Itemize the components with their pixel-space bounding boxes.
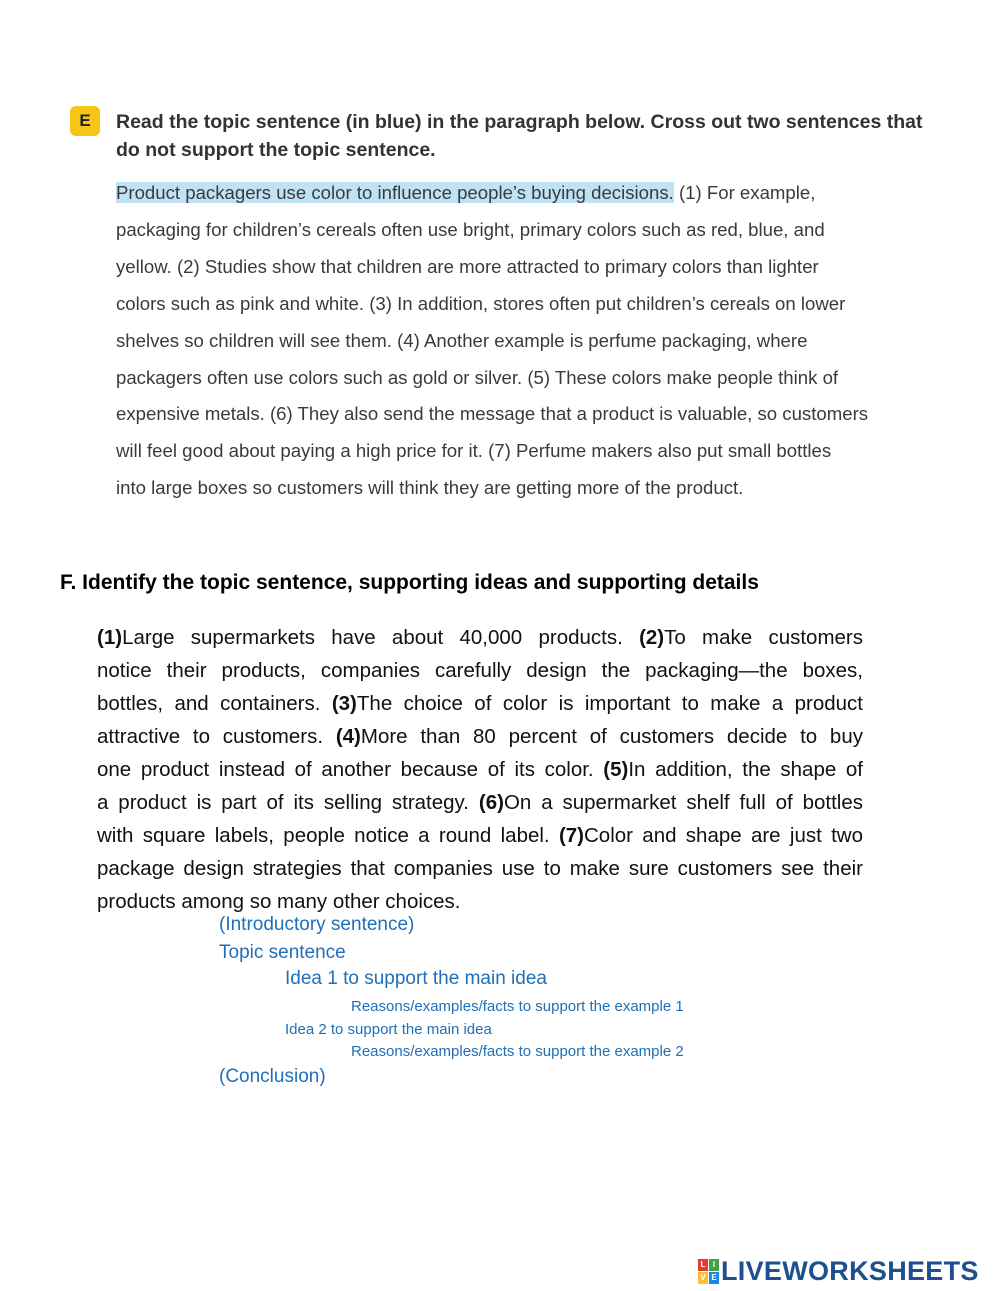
paragraph-f-line-2	[97, 654, 863, 687]
paragraph-f-line-6	[97, 786, 863, 819]
paragraph-e-line-7: expensive metals. (6) They also send the message that a product is valuable, so customers	[116, 403, 869, 424]
sentence-number: (1)	[97, 626, 123, 649]
paragraph-f-text: On a supermarket shelf full of bottles	[503, 791, 864, 814]
sentence-number: (5)	[603, 758, 629, 781]
paragraph-e-line-3: yellow. (2) Studies show that children are more attracted to primary colors than lighter	[116, 256, 819, 277]
paragraph-f-text: with square labels, people notice a round label.	[97, 824, 559, 847]
paragraph-f-text: products among so many other choices.	[97, 890, 461, 913]
sentence-number: (4)	[335, 725, 361, 748]
topic-sentence-highlight: Product packagers use color to influence people’s buying decisions.	[116, 182, 674, 203]
paragraph-f-line-7	[97, 819, 863, 852]
paragraph-f-text: In addition, the shape of	[628, 758, 863, 781]
sentence-number: (2)	[639, 626, 665, 649]
paragraph-f-text: Color and shape are just two	[584, 824, 863, 847]
section-e-badge: E	[70, 106, 100, 136]
paragraph-f-text: To make customers	[664, 626, 863, 649]
logo-mark-cell: V	[698, 1272, 708, 1284]
liveworksheets-logo	[698, 1256, 979, 1286]
paragraph-f-line-4	[97, 720, 863, 753]
section-f-heading: F. Identify the topic sentence, supporting ideas and supporting details	[60, 571, 759, 594]
liveworksheets-logo-mark-icon	[698, 1259, 718, 1283]
logo-mark-cell: I	[709, 1259, 719, 1271]
section-e-instruction: Read the topic sentence (in blue) in the paragraph below. Cross out two sentences that do not support the topic sentence.	[116, 111, 923, 161]
logo-mark-cell: E	[709, 1272, 719, 1284]
sentence-number: (6)	[478, 791, 504, 814]
paragraph-f-text: package design strategies that companies use to make sure customers see their	[97, 857, 863, 880]
paragraph-f-text: bottles, and containers.	[97, 692, 332, 715]
sentence-number: (7)	[558, 824, 584, 847]
paragraph-f-text: More than 80 percent of customers decide to buy	[360, 725, 863, 748]
paragraph-e-line-8: will feel good about paying a high price for it. (7) Perfume makers also put small bottles	[116, 440, 832, 461]
paragraph-e-line-6: packagers often use colors such as gold or silver. (5) These colors make people think of	[116, 367, 839, 388]
paragraph-f-line-9	[97, 885, 863, 918]
outline-introductory: (Introductory sentence)	[219, 914, 415, 935]
paragraph-f-line-1	[97, 621, 863, 654]
paragraph-e-line-2: packaging for children’s cereals often use bright, primary colors such as red, blue, and	[116, 219, 825, 240]
outline-topic-sentence: Topic sentence	[219, 942, 346, 963]
paragraph-e-line-5: shelves so children will see them. (4) Another example is perfume packaging, where	[116, 330, 808, 351]
paragraph-e-line-1	[116, 175, 815, 212]
paragraph-f-text: The choice of color is important to make a product	[356, 692, 863, 715]
paragraph-e-line-4: colors such as pink and white. (3) In addition, stores often put children’s cereals on lower	[116, 293, 846, 314]
logo-text: LIVEWORKSHEETS	[721, 1255, 979, 1286]
paragraph-e-line-9: into large boxes so customers will think they are getting more of the product.	[116, 477, 744, 498]
paragraph-f-line-3	[97, 687, 863, 720]
paragraph-f-text: notice their products, companies carefully design the packaging—the boxes,	[97, 659, 863, 682]
outline-idea-1: Idea 1 to support the main idea	[285, 968, 547, 989]
paragraph-f-text: Large supermarkets have about 40,000 products.	[122, 626, 640, 649]
paragraph-e-text: (1) For example,	[673, 182, 816, 203]
sentence-number: (3)	[331, 692, 357, 715]
outline-idea-2: Idea 2 to support the main idea	[285, 1021, 492, 1038]
outline-conclusion: (Conclusion)	[219, 1066, 326, 1087]
paragraph-f-text: a product is part of its selling strategy.	[97, 791, 479, 814]
logo-mark-cell: L	[698, 1259, 708, 1271]
paragraph-f-text: one product instead of another because of its color.	[97, 758, 604, 781]
paragraph-f-line-8	[97, 852, 863, 885]
outline-details-1: Reasons/examples/facts to support the example 1	[351, 998, 684, 1015]
outline-details-2: Reasons/examples/facts to support the example 2	[351, 1043, 684, 1060]
paragraph-f-text: attractive to customers.	[97, 725, 336, 748]
paragraph-f-line-5	[97, 753, 863, 786]
